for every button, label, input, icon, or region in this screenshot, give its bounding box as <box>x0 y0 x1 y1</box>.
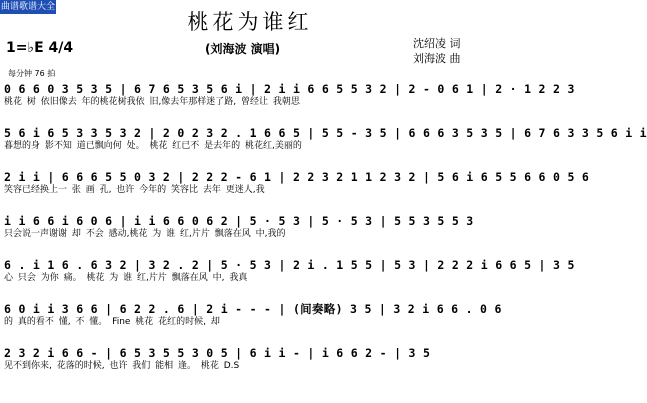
tempo-marking: 每分钟 76 拍 <box>8 69 56 78</box>
staff-lyrics: 的 真的看不 懂, 不 懂。 Fine 桃花 花红的时候, 却 <box>4 317 220 327</box>
staff-line <box>4 82 575 108</box>
composer-credit: 刘海波 曲 <box>413 52 461 65</box>
key-signature: 1=♭E 4/4 <box>6 40 74 56</box>
staff-line <box>4 302 502 328</box>
staff-notes: 5 6 i 6 5 3 3 5 3 2 | 2 0 2 3 2 . 1 6 6 5 | 5 5 - 3 5 | 6 6 6 3 5 3 5 | 6 7 6 3 3 5 6 i i <box>4 126 647 140</box>
site-tag: 曲谱歌谱大全 <box>0 2 55 12</box>
staff-notes: 2 3 2 i 6 6 - | 6 5 3 5 5 3 0 5 | 6 i i - | i 6 6 2 - | 3 5 <box>4 346 431 360</box>
staff-notes: 6 0 i i 3 6 6 | 6 2 2 . 6 | 2 i - - - | (间奏略) 3 5 | 3 2 i 6 6 . 0 6 <box>4 302 502 316</box>
staff-line <box>4 126 647 152</box>
staff-notes: i i 6 6 i 6 0 6 | i i 6 6 0 6 2 | 5 · 5 3 | 5 · 5 3 | 5 5 3 5 5 3 <box>4 214 474 228</box>
staff-lyrics: 见不到你来, 花落的时候, 也许 我们 能相 逢。 桃花 D.S <box>4 361 240 371</box>
staff-lyrics: 暮想的身 影不知 道已飘向何 处。 桃花 红已不 是去年的 桃花红,美丽的 <box>4 141 302 151</box>
staff-line <box>4 346 494 372</box>
staff-lyrics: 心 只会 为你 痛。 桃花 为 谁 红,片片 飘落在风 中, 我真 <box>4 273 248 283</box>
staff-lyrics: 笑容已经换上一 张 画 孔, 也许 今年的 笑容比 去年 更迷人,我 <box>4 185 265 195</box>
song-title: 桃花为谁红 <box>187 10 313 34</box>
staff-notes: 6 . i 1 6 . 6 3 2 | 3 2 . 2 | 5 · 5 3 | 2 i . 1 5 5 | 5 3 | 2 2 2 i 6 6 5 | 3 5 <box>4 258 575 272</box>
staff-lyrics: 只会说一声谢谢 却 不会 感动,桃花 为 谁 红,片片 飘落在风 中,我的 <box>4 229 286 239</box>
lyricist-credit: 沈绍凌 词 <box>413 37 461 50</box>
staff-notes: 2 i i | 6 6 6 5 5 0 3 2 | 2 2 2 - 6 1 | 2 2 3 2 1 1 2 3 2 | 5 6 i 6 5 5 6 6 0 5 6 <box>4 170 590 184</box>
staff-line <box>4 170 590 196</box>
staff-notes: 0 6 6 0 3 5 3 5 | 6 7 6 5 3 5 6 i | 2 i i 6 6 5 5 3 2 | 2 - 0 6 1 | 2 · 1 2 2 3 <box>4 82 575 96</box>
staff-line <box>4 214 494 240</box>
staff-line <box>4 258 575 284</box>
staff-lyrics: 桃花 树 依旧像去 年的桃花树我依 旧,像去年那样迷了路, 曾经让 我朝思 <box>4 97 300 107</box>
singer-note: (刘海波 演唱) <box>205 42 281 56</box>
